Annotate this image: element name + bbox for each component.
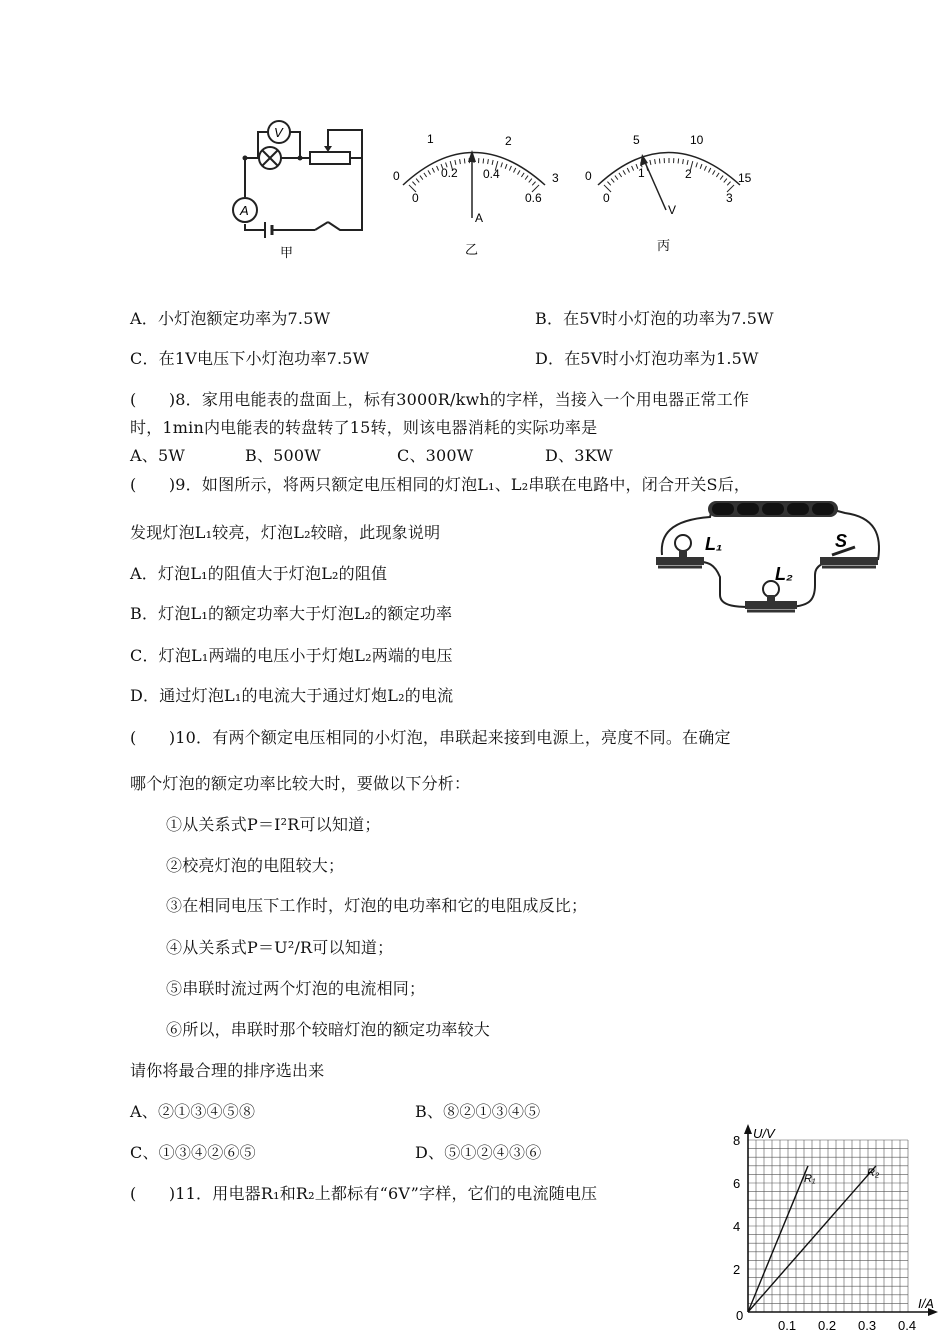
svg-text:V: V bbox=[274, 125, 283, 140]
dial-tick bbox=[505, 164, 507, 169]
q10-step-6: ⑥所以，串联时那个较暗灯泡的额定功率较大 bbox=[166, 1020, 491, 1039]
svg-text:0: 0 bbox=[585, 169, 592, 183]
dial-tick bbox=[632, 166, 634, 171]
dial-tick bbox=[529, 179, 532, 183]
dial-tick bbox=[532, 182, 535, 186]
svg-text:A: A bbox=[240, 203, 249, 218]
lamp-symbol bbox=[259, 147, 281, 169]
q9-stem-line1: ( )9．如图所示，将两只额定电压相同的灯泡L₁、L₂串联在电路中，闭合开关S后， bbox=[130, 475, 751, 494]
q10-step-2: ②校亮灯泡的电阻较大； bbox=[166, 856, 345, 875]
dial-tick bbox=[611, 179, 614, 183]
battery-cell bbox=[712, 503, 734, 515]
dial-tick bbox=[501, 163, 503, 168]
dial-tick bbox=[492, 160, 493, 165]
q10-step-4: ④从关系式P＝U²/R可以知道； bbox=[166, 938, 394, 957]
svg-text:A: A bbox=[475, 211, 484, 225]
q8-option-d: D、3KW bbox=[545, 446, 613, 465]
y-axis-label: U/V bbox=[753, 1126, 775, 1141]
q10-option-c: C、①③④②⑥⑤ bbox=[130, 1143, 256, 1162]
q7-option-b: B．在5V时小灯泡的功率为7.5W bbox=[535, 309, 774, 328]
dial-tick bbox=[521, 173, 524, 177]
dial-tick bbox=[483, 159, 484, 164]
dial-tick bbox=[615, 176, 618, 180]
svg-text:0.6: 0.6 bbox=[525, 191, 542, 205]
svg-text:2: 2 bbox=[505, 134, 512, 148]
dial-tick bbox=[683, 159, 684, 164]
dial-tick bbox=[700, 164, 702, 169]
q7-option-c: C．在1V电压下小灯泡功率7.5W bbox=[130, 349, 370, 368]
dial-tick bbox=[464, 159, 465, 164]
q10-option-d: D、⑤①②④③⑥ bbox=[415, 1143, 542, 1162]
ui-graph bbox=[728, 1120, 948, 1335]
label-r1: R₁ bbox=[804, 1173, 816, 1185]
dial-tick bbox=[518, 170, 521, 174]
svg-text:V: V bbox=[668, 203, 677, 217]
dial-tick bbox=[708, 168, 710, 172]
q10-option-b: B、⑧②①③④⑤ bbox=[415, 1102, 541, 1121]
q9-option-b: B．灯泡L₁的额定功率大于灯泡L₂的额定功率 bbox=[130, 604, 453, 623]
dial-tick bbox=[509, 166, 511, 171]
dial-tick bbox=[412, 182, 415, 186]
line-r1 bbox=[748, 1166, 808, 1312]
dial-tick bbox=[432, 168, 434, 172]
x-tick-label: 0.4 bbox=[898, 1318, 917, 1333]
dial-tick bbox=[704, 166, 706, 171]
x-tick-label: 0.1 bbox=[778, 1318, 797, 1333]
svg-text:0: 0 bbox=[603, 191, 610, 205]
dial-tick bbox=[607, 182, 610, 186]
svg-text:L₁: L₁ bbox=[705, 534, 723, 554]
q9-option-a: A．灯泡L₁的阻值大于灯泡L₂的阻值 bbox=[130, 564, 388, 583]
figure-label-bing: 丙 bbox=[657, 238, 671, 253]
dial-tick bbox=[420, 176, 423, 180]
x-tick-label: 0.3 bbox=[858, 1318, 877, 1333]
voltmeter-dial-bing bbox=[580, 130, 770, 260]
dial-tick bbox=[623, 170, 626, 174]
dial-tick bbox=[525, 176, 528, 180]
svg-text:1: 1 bbox=[427, 132, 434, 146]
battery-pack bbox=[708, 501, 838, 517]
dial-tick bbox=[687, 160, 688, 165]
q8-option-c: C、300W bbox=[397, 446, 474, 465]
svg-text:0.4: 0.4 bbox=[483, 167, 500, 181]
q10-stem-line1: ( )10．有两个额定电压相同的小灯泡，串联起来接到电源上，亮度不同。在确定 bbox=[130, 728, 731, 747]
dial-tick bbox=[627, 168, 629, 172]
ammeter-dial-yi bbox=[385, 130, 570, 260]
y-tick-label: 6 bbox=[733, 1176, 741, 1191]
figure-label-jia: 甲 bbox=[280, 245, 294, 260]
dial-tick bbox=[437, 166, 439, 171]
q8-option-b: B、500W bbox=[245, 446, 321, 465]
q11-stem-line1: ( )11．用电器R₁和R₂上都标有“6V”字样，它们的电流随电压 bbox=[130, 1184, 598, 1203]
q8-stem-line2: 时，1min内电能表的转盘转了15转，则该电器消耗的实际功率是 bbox=[130, 418, 598, 437]
q8-option-a: A、5W bbox=[130, 446, 185, 465]
svg-text:5: 5 bbox=[633, 133, 640, 147]
q9-stem-line2: 发现灯泡L₁较亮，灯泡L₂较暗，此现象说明 bbox=[130, 523, 441, 542]
battery-cell bbox=[737, 503, 759, 515]
q7-option-d: D．在5V时小灯泡功率为1.5W bbox=[535, 349, 759, 368]
dial-tick bbox=[513, 168, 515, 172]
q9-option-d: D．通过灯泡L₁的电流大于通过灯炮L₂的电流 bbox=[130, 686, 454, 705]
dial-tick bbox=[488, 159, 489, 164]
battery-cell bbox=[812, 503, 834, 515]
dial-tick bbox=[696, 163, 698, 168]
svg-text:S: S bbox=[835, 531, 848, 551]
y-tick-label: 4 bbox=[733, 1219, 741, 1234]
q10-step-3: ③在相同电压下工作时，灯泡的电功率和它的电阻成反比； bbox=[166, 896, 588, 915]
dial-tick bbox=[460, 159, 461, 164]
dial-tick bbox=[424, 173, 427, 177]
circuit-figure-jia bbox=[210, 112, 380, 262]
q10-step-1: ①从关系式P＝I²R可以知道； bbox=[166, 815, 381, 834]
svg-text:3: 3 bbox=[726, 191, 733, 205]
q10-step-5: ⑤串联时流过两个灯泡的电流相同； bbox=[166, 979, 426, 998]
dial-tick bbox=[455, 160, 456, 165]
voltmeter-symbol bbox=[268, 121, 290, 143]
origin-label: 0 bbox=[736, 1308, 744, 1323]
dial-tick bbox=[650, 160, 651, 165]
svg-text:0: 0 bbox=[412, 191, 419, 205]
x-tick-label: 0.2 bbox=[818, 1318, 837, 1333]
dial-tick bbox=[720, 176, 723, 180]
dial-tick bbox=[619, 173, 622, 177]
svg-text:3: 3 bbox=[552, 171, 559, 185]
svg-text:0: 0 bbox=[393, 169, 400, 183]
x-axis-label: I/A bbox=[918, 1296, 934, 1311]
svg-text:15: 15 bbox=[738, 171, 752, 185]
q10-option-a: A、②①③④⑤⑧ bbox=[130, 1102, 256, 1121]
dial-tick bbox=[655, 159, 656, 164]
q8-stem-line1: ( )8．家用电能表的盘面上，标有3000R/kwh的字样，当接入一个用电器正常工作 bbox=[130, 390, 750, 409]
battery-cell bbox=[762, 503, 784, 515]
dial-tick bbox=[416, 179, 419, 183]
y-tick-label: 8 bbox=[733, 1133, 741, 1148]
dial-tick bbox=[727, 182, 730, 186]
dial-tick bbox=[716, 173, 719, 177]
dial-tick bbox=[678, 159, 679, 164]
battery-cell bbox=[787, 503, 809, 515]
dial-tick bbox=[428, 170, 431, 174]
lamp-l2 bbox=[745, 581, 797, 611]
svg-text:10: 10 bbox=[690, 133, 704, 147]
dial-tick bbox=[713, 170, 716, 174]
label-r2: R₂ bbox=[867, 1167, 880, 1179]
svg-text:2: 2 bbox=[685, 167, 692, 181]
switch-s bbox=[820, 547, 878, 567]
q10-stem-line2: 哪个灯泡的额定功率比较大时，要做以下分析： bbox=[130, 774, 471, 793]
figure-label-yi: 乙 bbox=[465, 242, 479, 257]
svg-text:0.2: 0.2 bbox=[441, 166, 458, 180]
q10-prompt: 请你将最合理的排序选出来 bbox=[130, 1061, 325, 1080]
ammeter-symbol bbox=[233, 198, 257, 222]
dial-tick bbox=[659, 159, 660, 164]
svg-text:L₂: L₂ bbox=[775, 564, 793, 584]
dial-tick bbox=[724, 179, 727, 183]
svg-text:1: 1 bbox=[638, 166, 645, 180]
q7-option-a: A．小灯泡额定功率为7.5W bbox=[130, 309, 331, 328]
q9-series-lamp-figure bbox=[650, 495, 890, 625]
q9-option-c: C．灯泡L₁两端的电压小于灯炮L₂两端的电压 bbox=[130, 646, 453, 665]
y-tick-label: 2 bbox=[733, 1262, 741, 1277]
